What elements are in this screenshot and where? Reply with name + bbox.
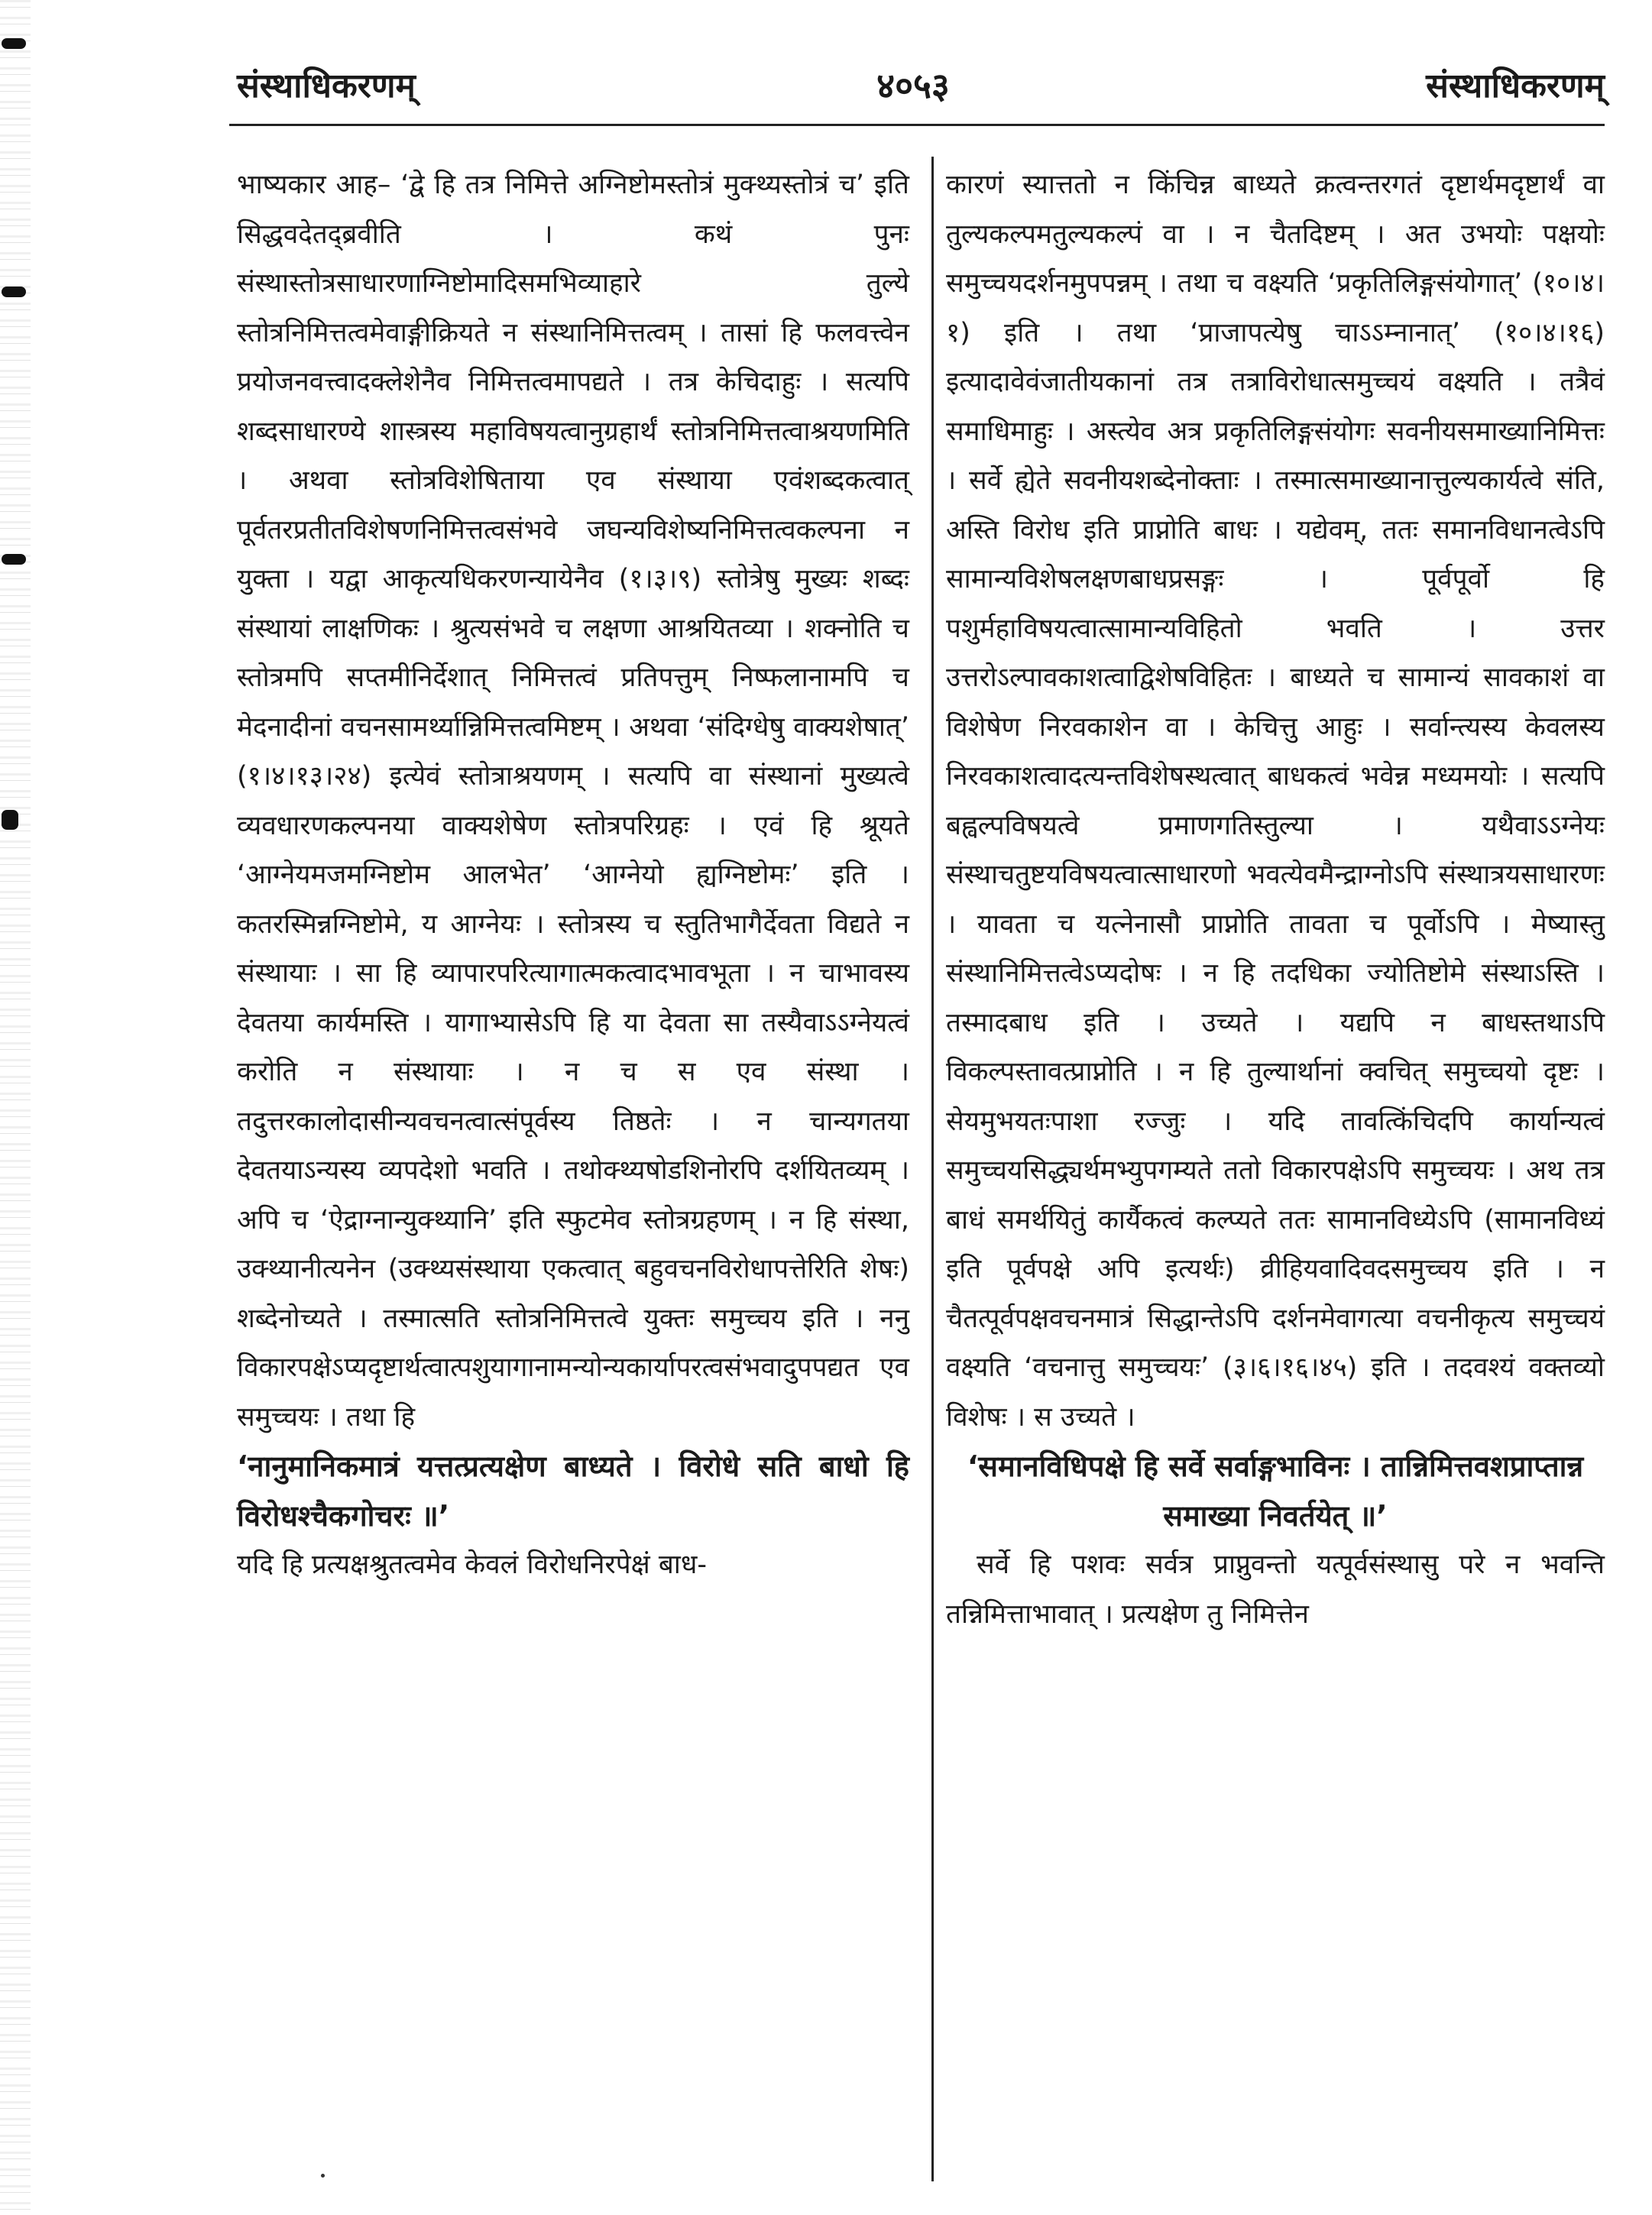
scan-binding-edge [0,0,31,2215]
page-number: ४०५३ [876,65,950,106]
left-column-verse: ‘नानुमानिकमात्रं यत्तत्प्रत्यक्षेण बाध्यते । विरोधे सति बाधो हि विरोधश्चैकगोचरः ॥’ [237,1449,909,1533]
right-column-tail: सर्वे हि पशवः सर्वत्र प्राप्नुवन्तो यत्पूर्वसंस्थासु परे न भवन्ति तन्निमित्ताभावात् । प्रत्यक्षेण तु निमित्तेन [946,1550,1605,1630]
running-title-right: संस्थाधिकरणम् [1426,66,1605,105]
right-column [946,160,1605,1639]
scan-mark [2,287,26,297]
header-rule [229,124,1605,126]
right-column-verse: ‘समानविधिपक्षे हि सर्वे सर्वाङ्गभाविनः । तान्निमित्तवशप्राप्तान्न समाख्या निवर्तयेत् ॥’ [967,1449,1584,1533]
column-divider [931,157,934,2181]
scan-mark [2,38,26,49]
scan-mark [2,554,26,565]
left-column-tail: यदि हि प्रत्यक्षश्रुतत्वमेव केवलं विरोधनिरपेक्षं बाध- [237,1550,708,1580]
page-header [222,53,1605,115]
scan-mark [2,810,18,830]
running-title-left: संस्थाधिकरणम् [237,66,416,105]
left-column [237,160,909,1590]
left-column-text: भाष्यकार आह– ‘द्वे हि तत्र निमित्ते अग्निष्टोमस्तोत्रं मुक्थ्यस्तोत्रं च’ इति सिद्धवदेतद्ब्रवीति । कथं पुनः संस्थास्तोत्रसाधारणाग्निष्टोमादिसमभिव्याहारे तुल्ये स्तोत्रनिमित्तत्वमेवाङ्गीक्रियते न संस्थानिमित्तत्वम् । तासां हि फलवत्त्वेन प्रयोजनवत्त्वादक्लेशेनैव निमित्तत्वमापद्यते । तत्र केचिदाहुः । सत्यपि शब्दसाधारण्ये शास्त्रस्य महाविषयत्वानुग्रहार्थं स्तोत्रनिमित्तत्वाश्रयणमिति । अथवा स्तोत्रविशेषिताया एव संस्थाया एवंशब्दकत्वात् पूर्वतरप्रतीतविशेषणनिमित्तत्वसंभवे जघन्यविशेष्यनिमित्तत्वकल्पना न युक्ता । यद्वा आकृत्यधिकरणन्यायेनैव (१।३।९) स्तोत्रेषु मुख्यः शब्दः संस्थायां लाक्षणिकः । श्रुत्यसंभवे च लक्षणा आश्रयितव्या । शक्नोति च स्तोत्रमपि सप्तमीनिर्देशात् निमित्तत्वं प्रतिपत्तुम् निष्फलानामपि च मेदनादीनां वचनसामर्थ्यान्निमित्तत्वमिष्टम् । अथवा ‘संदिग्धेषु वाक्यशेषात्’ (१।४।१३।२४) इत्येवं स्तोत्राश्रयणम् । सत्यपि वा संस्थानां मुख्यत्वे व्यवधारणकल्पनया वाक्यशेषेण स्तोत्रपरिग्रहः । एवं हि श्रूयते ‘आग्नेयमजमग्निष्टोम आलभेत’ ‘आग्नेयो ह्यग्निष्टोमः’ इति । कतरस्मिन्नग्निष्टोमे, य आग्नेयः । स्तोत्रस्य च स्तुतिभागैर्देवता विद्यते न संस्थायाः । सा हि व्यापारपरित्यागात्मकत्वादभावभूता । न चाभावस्य देवतया कार्यमस्ति । यागाभ्यासेऽपि हि या देवता सा तस्यैवाऽऽग्नेयत्वं करोति न संस्थायाः । न च स एव संस्था । तदुत्तरकालोदासीन्यवचनत्वात्संपूर्वस्य तिष्ठतेः । न चान्यगतया देवतयाऽन्यस्य व्यपदेशो भवति । तथोक्थ्यषोडशिनोरपि दर्शयितव्यम् । अपि च ‘ऐद्राग्नान्युक्थ्यानि’ इति स्फुटमेव स्तोत्रग्रहणम् । न हि संस्था, उक्थ्यानीत्यनेन (उक्थ्यसंस्थाया एकत्वात् बहुवचनविरोधापत्तेरिति शेषः) शब्देनोच्यते । तस्मात्सति स्तोत्रनिमित्तत्वे युक्तः समुच्चय इति । ननु विकारपक्षेऽप्यदृष्टार्थत्वात्पशुयागानामन्योन्यकार्यापरत्वसंभवादुपपद्यत एव समुच्चयः । तथा हि [237,170,909,1433]
scan-speck [321,2174,325,2178]
right-column-text: कारणं स्यात्ततो न किंचिन्न बाध्यते क्रत्वन्तरगतं दृष्टार्थमदृष्टार्थं वा तुल्यकल्पमतुल्यकल्पं वा । न चैतदिष्टम् । अत उभयोः पक्षयोः समुच्चयदर्शनमुपपन्नम् । तथा च वक्ष्यति ‘प्रकृतिलिङ्गसंयोगात्’ (१०।४।१) इति । तथा ‘प्राजापत्येषु चाऽऽम्नानात्’ (१०।४।१६) इत्यादावेवंजातीयकानां तत्र तत्राविरोधात्समुच्चयं वक्ष्यति । तत्रैवं समाधिमाहुः । अस्त्येव अत्र प्रकृतिलिङ्गसंयोगः सवनीयसमाख्यानिमित्तः । सर्वे ह्येते सवनीयशब्देनोक्ताः । तस्मात्समाख्यानात्तुल्यकार्यत्वे संति, अस्ति विरोध इति प्राप्नोति बाधः । यद्येवम्, ततः समानविधानत्वेऽपि सामान्यविशेषलक्षणबाधप्रसङ्गः । पूर्वपूर्वो हि पशुर्महाविषयत्वात्सामान्यविहितो भवति । उत्तर उत्तरोऽल्पावकाशत्वाद्विशेषविहितः । बाध्यते च सामान्यं सावकाशं वा विशेषेण निरवकाशेन वा । केचित्तु आहुः । सर्वान्त्यस्य केवलस्य निरवकाशत्वादत्यन्तविशेषस्थत्वात् बाधकत्वं भवेन्न मध्यमयोः । सत्यपि बह्वल्पविषयत्वे प्रमाणगतिस्तुल्या । यथैवाऽऽग्नेयः संस्थाचतुष्टयविषयत्वात्साधारणो भवत्येवमैन्द्राग्नोऽपि संस्थात्रयसाधारणः । यावता च यत्नेनासौ प्राप्नोति तावता च पूर्वोऽपि । मेष्यास्तु संस्थानिमित्तत्वेऽप्यदोषः । न हि तदधिका ज्योतिष्टोमे संस्थाऽस्ति । तस्मादबाध इति । उच्यते । यद्यपि न बाधस्तथाऽपि विकल्पस्तावत्प्राप्नोति । न हि तुल्यार्थानां क्वचित् समुच्चयो दृष्टः । सेयमुभयतःपाशा रज्जुः । यदि तावत्किंचिदपि कार्यान्यत्वं समुच्चयसिद्ध्यर्थमभ्युपगम्यते ततो विकारपक्षेऽपि समुच्चयः । अथ तत्र बाधं समर्थयितुं कार्यैकत्वं कल्प्यते ततः सामानविध्येऽपि (सामानविध्यं इति पूर्वपक्षे अपि इत्यर्थः) व्रीहियवादिवदसमुच्चय इति । न चैतत्पूर्वपक्षवचनमात्रं सिद्धान्तेऽपि दर्शनमेवागत्या वचनीकृत्य समुच्चयं वक्ष्यति ‘वचनात्तु समुच्चयः’ (३।६।१६।४५) इति । तदवश्यं वक्तव्यो विशेषः । स उच्यते । [946,170,1605,1433]
